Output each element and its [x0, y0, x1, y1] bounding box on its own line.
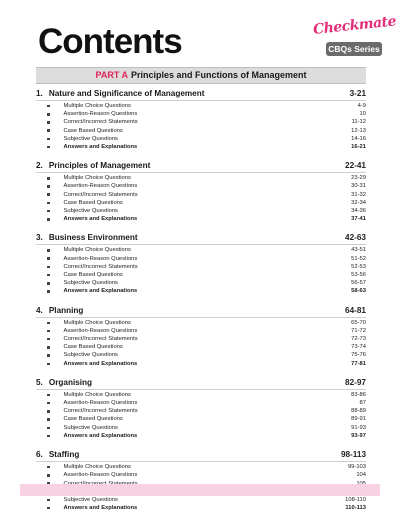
toc-item-pages: 75-76	[351, 352, 366, 359]
toc-item-label: Assertion-Reason Questions	[63, 400, 138, 407]
square-bullet-icon	[47, 282, 50, 285]
chapter-divider	[36, 244, 366, 245]
toc-item[interactable]	[36, 263, 366, 271]
chapter-title: Business Environment	[48, 233, 138, 243]
toc-item[interactable]	[36, 471, 366, 479]
toc-item[interactable]	[36, 215, 366, 223]
part-title: Principles and Functions of Management	[130, 70, 307, 80]
square-bullet-icon	[47, 146, 50, 149]
chapter-heading[interactable]	[36, 160, 366, 172]
toc-item-label: Case Based Questions	[63, 272, 123, 279]
toc-item-pages: 108-110	[345, 496, 366, 503]
square-bullet-icon	[47, 474, 50, 477]
toc-item-label: Correct/Incorrect Statements	[63, 119, 138, 126]
toc-item-label: Answers and Explanations	[63, 144, 138, 151]
toc-item-label: Case Based Questions	[63, 127, 123, 134]
toc-item-pages: 51-52	[351, 255, 366, 262]
toc-item-pages: 91-93	[351, 424, 366, 431]
toc-item-pages: 58-63	[351, 288, 366, 295]
toc-item[interactable]	[36, 415, 366, 423]
chapter-pages: 42-63	[345, 233, 366, 243]
square-bullet-icon	[47, 193, 50, 196]
chapter-pages: 82-97	[345, 377, 366, 387]
square-bullet-icon	[47, 290, 50, 293]
toc-item-label: Answers and Explanations	[63, 360, 138, 367]
chapter-title-group	[36, 449, 79, 460]
chapter-pages: 64-81	[345, 305, 366, 315]
square-bullet-icon	[47, 274, 50, 277]
toc-item-label: Assertion-Reason Questions	[63, 183, 138, 190]
chapter-divider	[36, 317, 366, 318]
toc-item-pages: 93-97	[351, 432, 366, 439]
square-bullet-icon	[47, 105, 50, 108]
footer-bar	[20, 484, 380, 496]
toc-item-pages: 43-51	[351, 247, 366, 254]
toc-item-pages: 87	[359, 400, 366, 407]
toc-item-label: Subjective Questions	[63, 496, 118, 503]
toc-item-pages: 37-41	[351, 216, 366, 223]
toc-item[interactable]	[36, 143, 366, 151]
toc-item-label: Assertion-Reason Questions	[63, 327, 138, 334]
toc-item-pages: 56-57	[351, 280, 366, 287]
chapter-number: 4.	[36, 305, 43, 315]
toc-item-label: Correct/Incorrect Statements	[63, 408, 138, 415]
toc-item[interactable]	[36, 207, 366, 215]
toc-item-pages: 77-81	[351, 360, 366, 367]
chapter-title-group	[36, 377, 92, 388]
toc-item-pages: 14-16	[351, 135, 366, 142]
chapter-entry	[36, 88, 366, 151]
toc-item[interactable]	[36, 255, 366, 263]
toc-item-pages: 71-72	[351, 327, 366, 334]
logo-script-text: Checkmate	[312, 13, 397, 38]
toc-item-label: Multiple Choice Questions	[63, 319, 131, 326]
chapter-list	[36, 88, 366, 521]
toc-item[interactable]	[36, 351, 366, 359]
square-bullet-icon	[47, 499, 50, 502]
chapter-entry	[36, 160, 366, 223]
toc-item[interactable]	[36, 319, 366, 327]
toc-item-pages: 65-70	[351, 319, 366, 326]
square-bullet-icon	[47, 249, 50, 252]
chapter-title: Planning	[48, 305, 84, 315]
toc-item-pages: 73-74	[351, 344, 366, 351]
page-title: Contents	[38, 22, 182, 61]
toc-item-pages: 89-91	[351, 416, 366, 423]
chapter-pages: 98-113	[340, 450, 366, 460]
toc-item[interactable]	[36, 271, 366, 279]
toc-item-pages: 88-89	[351, 408, 366, 415]
toc-item[interactable]	[36, 110, 366, 118]
toc-item-label: Answers and Explanations	[63, 216, 138, 223]
toc-item[interactable]	[36, 199, 366, 207]
toc-item-pages: 12-13	[351, 127, 366, 134]
square-bullet-icon	[47, 177, 50, 180]
chapter-number: 5.	[36, 377, 43, 387]
chapter-entry	[36, 305, 366, 368]
square-bullet-icon	[47, 113, 50, 116]
chapter-title: Organising	[48, 377, 93, 387]
toc-item-label: Answers and Explanations	[63, 288, 138, 295]
part-heading	[36, 67, 366, 84]
toc-item-label: Assertion-Reason Questions	[63, 111, 138, 118]
toc-item-pages: 53-56	[351, 272, 366, 279]
chapter-entry	[36, 449, 366, 512]
toc-item-label: Multiple Choice Questions	[63, 103, 131, 109]
square-bullet-icon	[47, 266, 50, 269]
toc-item-label: Subjective Questions	[63, 352, 118, 359]
checkmate-logo	[312, 13, 397, 66]
square-bullet-icon	[47, 354, 50, 357]
chapter-title-group	[36, 305, 83, 316]
chapter-number: 1.	[36, 89, 43, 98]
chapter-number: 2.	[36, 161, 43, 171]
toc-item-pages: 99-103	[347, 464, 366, 471]
toc-item-label: Correct/Incorrect Statements	[63, 336, 138, 343]
toc-item-pages: 23-29	[351, 175, 366, 182]
toc-item[interactable]	[36, 424, 366, 432]
toc-item-pages: 32-34	[351, 199, 366, 206]
toc-item[interactable]	[36, 118, 366, 126]
square-bullet-icon	[47, 202, 50, 205]
chapter-number: 6.	[36, 450, 43, 460]
toc-item[interactable]	[36, 127, 366, 135]
toc-item[interactable]	[36, 504, 366, 512]
toc-item-label: Answers and Explanations	[63, 505, 138, 512]
chapter-title: Staffing	[48, 450, 80, 460]
square-bullet-icon	[47, 466, 50, 469]
toc-item-label: Subjective Questions	[63, 280, 118, 287]
chapter-divider	[36, 389, 366, 390]
toc-item-pages: 104	[356, 472, 366, 479]
toc-item-pages: 34-36	[351, 208, 366, 215]
toc-item-label: Correct/Incorrect Statements	[63, 191, 138, 198]
chapter-heading[interactable]	[36, 449, 366, 461]
toc-item-label: Answers and Explanations	[63, 432, 138, 439]
toc-item[interactable]	[36, 496, 366, 504]
toc-item-pages: 11-12	[351, 119, 366, 126]
square-bullet-icon	[47, 507, 50, 510]
toc-item[interactable]	[36, 287, 366, 295]
square-bullet-icon	[47, 138, 50, 141]
square-bullet-icon	[47, 410, 50, 413]
square-bullet-icon	[47, 129, 50, 132]
chapter-number: 3.	[36, 233, 43, 243]
toc-item-label: Case Based Questions	[63, 344, 123, 351]
toc-item[interactable]	[36, 102, 366, 110]
logo-series-badge: CBQs Series	[326, 42, 382, 56]
square-bullet-icon	[47, 418, 50, 421]
chapter-title-group	[36, 232, 138, 243]
square-bullet-icon	[47, 402, 50, 405]
toc-item-pages: 83-86	[351, 391, 366, 398]
chapter-pages: 22-41	[345, 161, 366, 171]
square-bullet-icon	[47, 322, 50, 325]
toc-item[interactable]	[36, 174, 366, 182]
toc-item[interactable]	[36, 463, 366, 471]
toc-item[interactable]	[36, 182, 366, 190]
square-bullet-icon	[47, 363, 50, 366]
toc-item-label: Case Based Questions	[63, 199, 123, 206]
toc-item[interactable]	[36, 135, 366, 143]
toc-item-label: Assertion-Reason Questions	[63, 472, 138, 479]
toc-item-pages: 10	[359, 111, 366, 118]
toc-item-label: Multiple Choice Questions	[63, 464, 131, 471]
chapter-entry	[36, 377, 366, 440]
toc-item[interactable]	[36, 407, 366, 415]
toc-item-label: Multiple Choice Questions	[63, 175, 131, 182]
square-bullet-icon	[47, 338, 50, 341]
toc-item-pages: 52-53	[351, 263, 366, 270]
chapter-title: Nature and Significance of Management	[48, 89, 205, 98]
square-bullet-icon	[47, 121, 50, 124]
toc-item[interactable]	[36, 391, 366, 399]
toc-item-label: Case Based Questions	[63, 416, 123, 423]
chapter-heading[interactable]	[36, 305, 366, 317]
chapter-title: Principles of Management	[48, 161, 151, 171]
square-bullet-icon	[47, 330, 50, 333]
chapter-entry	[36, 232, 366, 295]
square-bullet-icon	[47, 218, 50, 221]
toc-item[interactable]	[36, 343, 366, 351]
chapter-heading[interactable]	[36, 88, 366, 100]
square-bullet-icon	[47, 427, 50, 430]
toc-item-pages: 110-113	[345, 505, 366, 512]
toc-item-pages: 31-32	[351, 191, 366, 198]
toc-item[interactable]	[36, 360, 366, 368]
square-bullet-icon	[47, 346, 50, 349]
toc-item[interactable]	[36, 191, 366, 199]
square-bullet-icon	[47, 394, 50, 397]
square-bullet-icon	[47, 257, 50, 260]
chapter-heading[interactable]	[36, 377, 366, 389]
chapter-divider	[36, 100, 366, 101]
toc-item-label: Assertion-Reason Questions	[63, 255, 138, 262]
toc-item[interactable]	[36, 432, 366, 440]
toc-item-pages: 16-21	[351, 144, 366, 151]
toc-item-label: Correct/Incorrect Statements	[63, 263, 138, 270]
toc-item[interactable]	[36, 327, 366, 335]
square-bullet-icon	[47, 435, 50, 438]
chapter-divider	[36, 461, 366, 462]
toc-item[interactable]	[36, 335, 366, 343]
toc-item[interactable]	[36, 246, 366, 254]
part-label: PART A	[95, 70, 128, 80]
chapter-heading[interactable]	[36, 232, 366, 244]
toc-item-label: Subjective Questions	[63, 424, 118, 431]
chapter-pages: 3-21	[349, 89, 366, 98]
chapter-divider	[36, 172, 366, 173]
chapter-title-group	[36, 88, 204, 99]
toc-item-pages: 30-31	[351, 183, 366, 190]
square-bullet-icon	[47, 210, 50, 213]
toc-item-pages: 4-9	[357, 103, 366, 109]
square-bullet-icon	[47, 185, 50, 188]
toc-item-pages: 72-73	[351, 336, 366, 343]
toc-item[interactable]	[36, 279, 366, 287]
toc-item[interactable]	[36, 399, 366, 407]
chapter-title-group	[36, 160, 150, 171]
toc-item-label: Subjective Questions	[63, 135, 118, 142]
toc-item-label: Subjective Questions	[63, 208, 118, 215]
toc-item-label: Multiple Choice Questions	[63, 247, 131, 254]
toc-item-label: Multiple Choice Questions	[63, 391, 131, 398]
